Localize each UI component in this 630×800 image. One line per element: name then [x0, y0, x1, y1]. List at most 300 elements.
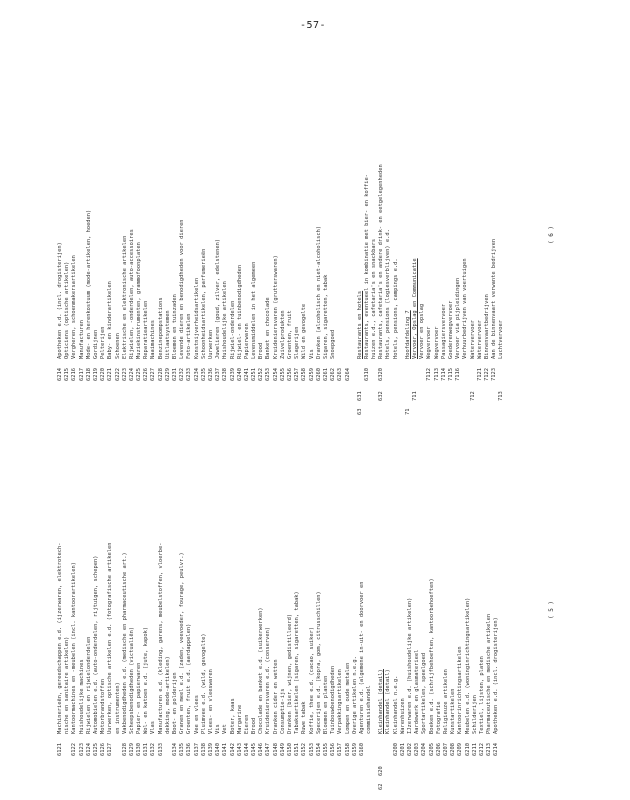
row-label: Dranken cider en wetten	[272, 659, 279, 734]
row-label: IJzerwaren e.d. (huishoudelijke artikelen)	[407, 597, 413, 734]
table-row	[93, 430, 100, 790]
row-label: Schoenen	[114, 333, 121, 359]
table-row	[57, 55, 64, 415]
code-level-3: 6208	[450, 743, 457, 756]
code-level-3: 7116	[455, 368, 462, 381]
row-label: Kleinhandel (detail)	[385, 669, 392, 734]
table-row	[462, 55, 469, 415]
code-level-3: 6211	[471, 743, 478, 756]
row-label: Restaurants en hotels	[356, 290, 363, 359]
table-row	[150, 55, 157, 415]
code-level-3: 6130	[136, 743, 143, 756]
code-level-3: 6152	[301, 743, 308, 756]
table-row	[201, 430, 208, 790]
row-label: Elektrische en elektronische artikelen	[121, 235, 128, 359]
row-label: Motorbrandstoffen	[100, 678, 107, 734]
row-label: Vee en vlees	[193, 695, 200, 734]
code-level-3: 6236	[207, 368, 214, 381]
row-label: Pluimvee e.d. (wild, gevogelte)	[200, 633, 207, 734]
row-label: Rijwielen, -onderdelen, auto-accessoires	[128, 229, 135, 359]
table-row	[186, 55, 193, 415]
row-label: en instrumenten)	[114, 682, 121, 734]
row-label: Vis	[215, 724, 222, 734]
table-row	[498, 55, 505, 415]
table-row	[450, 430, 457, 790]
code-level-3: 6156	[330, 743, 337, 756]
code-level-3: 6143	[236, 743, 243, 756]
table-row	[294, 430, 301, 790]
row-label: Verhuurbedrijven van voertuigen	[462, 258, 469, 359]
row-label: Aardewerk en glasmaterieel	[414, 649, 421, 734]
code-level-3: 6219	[92, 368, 99, 381]
code-level-3: 6141	[222, 743, 229, 756]
row-label: Warenhuizen	[399, 698, 406, 734]
code-level-2: 712	[469, 391, 476, 401]
page-number: -57-	[300, 20, 327, 31]
row-label: Rijwiel-onderdelen	[229, 300, 236, 359]
table-row	[86, 430, 93, 790]
row-label: Mode- en herenkostuum (mode-artikelen, hoeden)	[85, 209, 92, 359]
code-level-3: 6228	[157, 368, 164, 381]
table-row	[426, 55, 433, 415]
table-row	[364, 55, 371, 415]
table-row	[129, 430, 136, 790]
row-label: Fotografie	[435, 701, 442, 734]
row-label: Koffie, thee e.d. (cacao, suiker)	[308, 626, 315, 734]
row-label: Apotheken e.d. (incl. drogisterijen)	[493, 617, 500, 734]
table-row	[143, 55, 150, 415]
code-level-2: 632	[378, 391, 385, 401]
table-row	[470, 55, 477, 415]
code-level-3: 6253	[265, 368, 272, 381]
code-level-3: 6206	[435, 743, 442, 756]
code-level-3: 6258	[301, 368, 308, 381]
table-row	[251, 55, 258, 415]
row-label: Vet	[222, 724, 229, 734]
code-level-3: 6260	[315, 368, 322, 381]
row-label: Opticiens (optische artikelen)	[64, 261, 71, 359]
code-level-1: 63	[356, 408, 363, 415]
row-label: Goederenwegvervoer	[447, 300, 454, 359]
table-row	[143, 430, 150, 790]
row-label: Manufacturen	[78, 320, 85, 359]
code-level-3: 6209	[457, 743, 464, 756]
row-label: Snoepgoed	[330, 329, 337, 359]
table-row	[208, 55, 215, 415]
row-label: huizen e.d., cafetaria's en snackbars	[371, 238, 378, 359]
code-level-3: 6134	[172, 743, 178, 756]
row-label: Restaurants, cafetaria's en andere drink- en eetgelegenheden	[378, 164, 385, 359]
table-row	[265, 55, 272, 415]
code-level-3: 6144	[243, 743, 250, 756]
code-level-3: 6200	[392, 743, 399, 756]
table-row	[215, 430, 222, 790]
table-row	[115, 430, 122, 790]
table-row	[491, 55, 498, 415]
table-row	[407, 430, 414, 790]
table-row	[316, 55, 323, 415]
code-level-1: 71	[404, 408, 411, 415]
table-row	[371, 55, 378, 415]
row-label: Brood	[258, 342, 265, 359]
code-level-3: 6218	[85, 368, 92, 381]
row-label: Kleinhandel (detail)	[378, 669, 385, 734]
row-label: Slagerijen	[294, 326, 301, 359]
table-row	[330, 430, 337, 790]
code-level-3: 7114	[440, 368, 447, 381]
table-row	[493, 430, 500, 790]
row-label: Brood	[251, 717, 258, 734]
table-row	[122, 55, 129, 415]
table-row	[455, 55, 462, 415]
table-row	[222, 430, 229, 790]
table-row	[330, 55, 337, 415]
code-level-3: 6212	[478, 743, 485, 756]
code-level-3: 6137	[193, 743, 200, 756]
row-label: Huishoudelijke artikelen	[222, 281, 229, 359]
code-level-3: 6131	[143, 743, 150, 756]
code-level-3: 6157	[337, 743, 344, 756]
row-label: Banket en chocolade	[265, 297, 272, 359]
table-row	[237, 55, 244, 415]
code-level-3: 6125	[92, 743, 99, 756]
left-column	[57, 430, 557, 790]
row-label: Boter, kaas	[229, 698, 236, 734]
table-row	[366, 430, 373, 790]
code-level-3: 6140	[215, 743, 222, 756]
table-row	[357, 55, 364, 415]
table-row	[115, 55, 122, 415]
row-label: Watervervoer	[476, 320, 483, 359]
code-level-3: 6142	[229, 743, 236, 756]
row-label: Passagiersvervoer	[440, 303, 447, 359]
table-row	[64, 55, 71, 415]
table-row	[477, 55, 484, 415]
row-label: Consumptie-ijs	[279, 688, 286, 734]
row-label: Automobielen e.d. (auto-onderdelen, rijtuigen, schepen)	[92, 555, 99, 734]
row-label: Muziekinstrumenten, grammofoonplaten	[136, 242, 143, 359]
row-label: Vervoer en opslag	[419, 303, 426, 359]
row-label: Benzinepompstations	[157, 297, 164, 359]
row-label: Kunstartikelen	[450, 688, 457, 734]
code-level-3: 6158	[344, 743, 351, 756]
row-label: Kunstnijverheidsartikelen	[193, 277, 200, 359]
code-level-3: 6320	[378, 368, 385, 381]
code-level-3: 6229	[164, 368, 171, 381]
table-row	[484, 55, 491, 415]
code-level-3: 6224	[128, 368, 135, 381]
table-row	[172, 55, 179, 415]
row-label: Wild en gevogelte	[301, 303, 308, 359]
row-label: Foto-artikelen	[186, 313, 193, 359]
code-level-3: 6127	[107, 743, 114, 756]
table-row	[150, 430, 157, 790]
table-row	[405, 55, 412, 415]
table-row	[443, 430, 450, 790]
code-level-3: 6240	[236, 368, 243, 381]
row-label: Bloemen en tuinzaden	[172, 294, 178, 359]
code-level-3: 6234	[193, 368, 200, 381]
code-level-3: 6155	[322, 743, 329, 756]
table-row	[345, 430, 352, 790]
row-label: Levensmiddelen in het algemeen	[251, 261, 258, 359]
table-row	[479, 430, 486, 790]
code-level-3: 6145	[251, 743, 258, 756]
code-level-3: 6257	[294, 368, 301, 381]
row-label: Naaimachines	[150, 320, 157, 359]
row-label: Tabaksartikelen (sigaren, sigaretten, tabak)	[294, 591, 301, 734]
code-level-3: 6203	[414, 743, 421, 756]
table-row	[273, 55, 280, 415]
right-column	[57, 55, 557, 415]
row-label: Vervoer via pijpleidingen	[455, 277, 462, 359]
table-row	[71, 55, 78, 415]
table-row	[393, 55, 400, 415]
code-level-3: 6136	[186, 743, 193, 756]
rotated-content	[45, 50, 565, 790]
right-column-footer: ( 6 )	[548, 225, 555, 245]
code-level-3: 6123	[78, 743, 85, 756]
table-row	[385, 430, 392, 790]
row-label: Vervoer, Opslag en Communicatie	[412, 258, 418, 359]
row-label: Kantoormachines en -meubelen (incl. kantoorartikelen)	[71, 561, 78, 734]
table-row	[258, 430, 265, 790]
row-label: Ruwe tabak	[301, 701, 308, 734]
row-label: Baby- en kinderartikelen	[107, 281, 114, 359]
row-label: Vakbenodigdheden e.d. (medische en pharmaceutische art.)	[121, 552, 128, 734]
code-level-3: 6217	[78, 368, 85, 381]
table-row	[215, 55, 222, 415]
code-level-3: 6160	[358, 743, 365, 756]
table-row	[158, 430, 165, 790]
row-label: Vergheren, schoenmakersartikelen	[71, 255, 78, 359]
row-label: Groenten, fruit	[287, 310, 293, 359]
table-row	[165, 55, 172, 415]
row-label: Dranken (bier, wijnen, gedistilleerd)	[287, 613, 293, 734]
row-label: Pelterijen	[100, 326, 107, 359]
table-row	[79, 55, 86, 415]
table-row	[122, 430, 129, 790]
row-label: Reparatieartikelen	[143, 300, 150, 359]
code-level-3: 6215	[64, 368, 71, 381]
code-level-3: 6252	[258, 368, 265, 381]
row-label: Juwelieren (goud, zilver, edelstenen)	[215, 238, 222, 359]
code-level-3: 6222	[114, 368, 121, 381]
row-label: Tuinbouwbenodigdheden	[330, 665, 337, 734]
table-row	[400, 430, 407, 790]
row-label: Binnenvaartbedrijven	[483, 294, 490, 359]
row-label: Watervervoer	[469, 320, 476, 359]
code-level-3: 6214	[493, 743, 500, 756]
table-row	[100, 55, 107, 415]
code-level-3: 6149	[279, 743, 286, 756]
code-level-3: 6231	[172, 368, 178, 381]
code-level-3: 6310	[363, 368, 370, 381]
code-level-2: 620	[378, 766, 385, 776]
table-row	[179, 55, 186, 415]
table-row	[323, 55, 330, 415]
row-label: Groenten, fruit e.d. (aardappelen)	[186, 623, 193, 734]
code-level-3: 6148	[272, 743, 279, 756]
table-row	[414, 430, 421, 790]
row-label: Hoofdafdeling 7	[404, 310, 411, 359]
table-row	[378, 430, 385, 790]
code-level-3: 6146	[258, 743, 265, 756]
table-row	[436, 430, 443, 790]
code-level-3: 7122	[483, 368, 490, 381]
code-level-3: 6254	[272, 368, 279, 381]
row-label: Restaurants, eventueel in kombinatie met bier- en koffie-	[363, 174, 370, 359]
row-label: Wegvervoer	[426, 326, 433, 359]
row-label: Papierwaren	[243, 323, 250, 359]
table-row	[309, 430, 316, 790]
table-row	[337, 430, 344, 790]
table-row	[179, 430, 186, 790]
code-level-3: 6124	[85, 743, 92, 756]
code-level-3: 6259	[308, 368, 315, 381]
code-level-3: 6227	[150, 368, 157, 381]
row-label: Eieren	[243, 714, 250, 734]
row-label: Manufacturen e.d. (kleding, garens, meubelstoffen, vloerbe-	[157, 542, 164, 734]
table-row	[412, 55, 419, 415]
row-label: Dranken (alcoholisch en niet-alcoholisch)	[315, 225, 322, 359]
table-row	[429, 430, 436, 790]
code-level-3: 6264	[344, 368, 351, 381]
code-level-3: 6153	[308, 743, 315, 756]
row-label: Hotels, pensions (logiesverblijven) e.d.	[385, 229, 392, 359]
table-row	[448, 55, 455, 415]
row-label: Sigaren, sigaretten, tabak	[322, 274, 329, 359]
table-row	[251, 430, 258, 790]
table-row	[419, 55, 426, 415]
table-row	[301, 430, 308, 790]
code-level-3: 6138	[200, 743, 207, 756]
table-row	[280, 55, 287, 415]
table-row	[287, 55, 294, 415]
table-row	[486, 430, 493, 790]
code-level-3: 6238	[222, 368, 229, 381]
row-label: Zuivelprodukten	[279, 310, 286, 359]
code-level-3: 6121	[57, 743, 63, 756]
code-level-3: 6213	[486, 743, 493, 756]
code-level-3: 6159	[351, 743, 358, 756]
table-row	[86, 55, 93, 415]
code-level-3: 6132	[150, 743, 157, 756]
code-level-3: 6122	[71, 743, 78, 756]
code-level-3: 6154	[315, 743, 322, 756]
row-label: Religieuze artikelen	[442, 669, 449, 734]
row-label: Boeken e.d. (schrijfbehoeften, kantoorbehoeften)	[428, 578, 435, 734]
table-row	[186, 430, 193, 790]
table-row	[323, 430, 330, 790]
row-label: Gordijnen	[92, 329, 99, 359]
code-level-2: 713	[498, 391, 505, 401]
row-label: Meubelen e.d. (woninginrichtingsartikelen)	[464, 597, 471, 734]
table-row	[71, 430, 78, 790]
table-row	[258, 55, 265, 415]
code-level-3: 6205	[428, 743, 435, 756]
code-level-3: 6261	[322, 368, 329, 381]
code-level-3: 7113	[433, 368, 440, 381]
row-label: Verpakkingsartikelen	[337, 669, 344, 734]
table-row	[237, 430, 244, 790]
table-row	[265, 430, 272, 790]
row-label: Scheepsbenodigdheden (victualiën)	[128, 626, 135, 734]
row-label: nische en sanitaire artikelen)	[64, 636, 71, 734]
table-row	[345, 55, 352, 415]
table-row	[129, 55, 136, 415]
row-label: Wegvervoer	[433, 326, 440, 359]
code-level-1: 62	[378, 783, 385, 790]
table-row	[136, 430, 143, 790]
code-level-3: 6147	[265, 743, 272, 756]
row-label: commissiehandel	[366, 685, 373, 734]
table-row	[230, 55, 237, 415]
table-row	[441, 55, 448, 415]
code-level-3: 6139	[207, 743, 214, 756]
code-level-3: 7112	[426, 368, 433, 381]
code-level-3: 6262	[330, 368, 337, 381]
table-row	[107, 55, 114, 415]
row-label: Luchtvervoer	[498, 320, 505, 359]
row-label: dekking, mode-artikelen)	[164, 656, 171, 734]
table-row	[230, 430, 237, 790]
table-row	[472, 430, 479, 790]
row-label: Chocolade en banket e.d. (suikerwerken)	[258, 607, 265, 734]
row-label: Specerijen e.d. (kopra, gom, citrusschillen)	[315, 591, 322, 734]
row-label: Vis	[308, 349, 315, 359]
table-row	[273, 430, 280, 790]
code-level-3: 6207	[442, 743, 449, 756]
code-level-3: 6237	[215, 368, 222, 381]
code-level-3: 6241	[243, 368, 250, 381]
code-level-3: 6255	[279, 368, 286, 381]
table-row	[158, 55, 165, 415]
left-column-footer: ( 5 )	[548, 600, 555, 620]
row-label: Uurwerken	[207, 329, 214, 359]
row-label: Vlees- en vleeswaren	[207, 669, 214, 734]
code-level-3: 6232	[179, 368, 186, 381]
code-level-3: 6239	[229, 368, 236, 381]
table-row	[309, 55, 316, 415]
table-row	[165, 430, 172, 790]
code-level-3: 6263	[337, 368, 344, 381]
code-level-3: 6214	[57, 368, 63, 381]
table-row	[244, 430, 251, 790]
row-label: Machinerieën, gereedschappen e.d. (ijzerwaren, elektrotech-	[57, 542, 63, 734]
row-label: Huishoudelijke machines	[78, 659, 85, 734]
table-row	[194, 430, 201, 790]
code-level-3: 7121	[476, 368, 483, 381]
code-level-3: 6133	[157, 743, 164, 756]
row-label: Sportartikelen, speelgoed	[421, 652, 428, 734]
code-level-3: 6225	[136, 368, 143, 381]
table-row	[294, 55, 301, 415]
table-row	[57, 430, 64, 790]
row-label: Uitlaatsystemen	[164, 310, 171, 359]
table-row	[393, 430, 400, 790]
table-row	[79, 430, 86, 790]
table-row	[172, 430, 179, 790]
row-label: Boot- en polderijen	[172, 672, 178, 734]
code-level-3: 6151	[294, 743, 301, 756]
row-label: Kleinhandel n.e.g.	[392, 675, 399, 734]
table-row	[280, 430, 287, 790]
code-level-3: 6210	[464, 743, 471, 756]
row-label: Agenturen e.d. (algemene in-uit- en doorvoer en	[358, 581, 365, 734]
code-level-3: 6251	[251, 368, 258, 381]
row-label: Textiel, lijsten, platen	[478, 656, 485, 734]
